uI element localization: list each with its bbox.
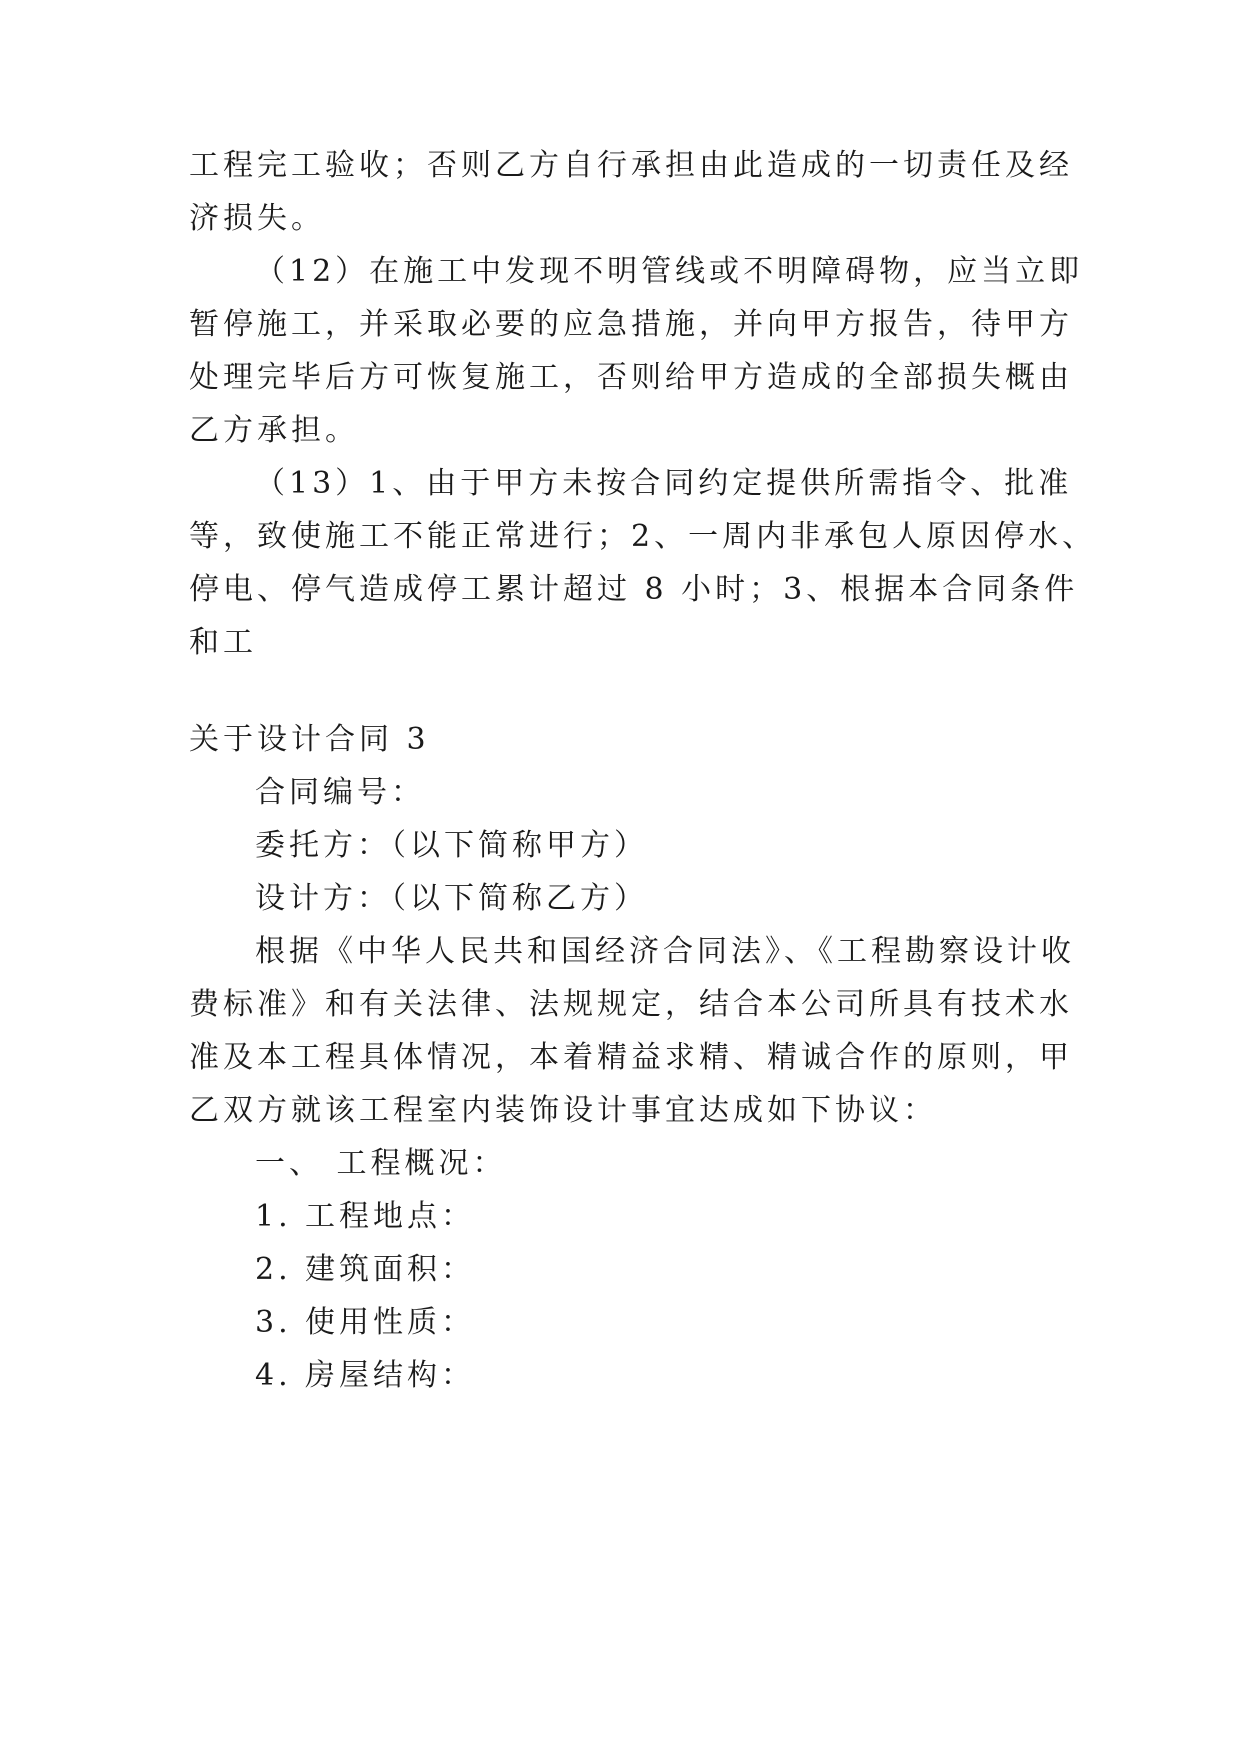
- list-item: [255, 1303, 475, 1343]
- paragraph-line: 费标准》和有关法律、法规规定，结合本公司所具有技术水: [189, 987, 1073, 1022]
- list-item-number: 3.: [255, 1305, 292, 1340]
- list-item-number: 1.: [255, 1199, 292, 1234]
- paragraph-line: （13）1、由于甲方未按合同约定提供所需指令、批准: [255, 466, 1073, 501]
- paragraph-line: 暂停施工，并采取必要的应急措施，并向甲方报告，待甲方: [189, 307, 1073, 342]
- list-item: [255, 1250, 475, 1290]
- list-item-label: 工程地点：: [305, 1199, 475, 1234]
- list-item: [255, 1197, 475, 1237]
- client-label: 委托方：（以下简称甲方）: [255, 828, 648, 863]
- contract-number-label: 合同编号：: [255, 775, 425, 810]
- list-item-label: 使用性质：: [305, 1305, 475, 1340]
- paragraph-line: 停电、停气造成停工累计超过 8 小时；3、根据本合同条件: [189, 572, 1079, 607]
- paragraph-line: 处理完毕后方可恢复施工，否则给甲方造成的全部损失概由: [189, 360, 1073, 395]
- paragraph-line: 乙方承担。: [189, 413, 359, 448]
- list-item: [255, 1356, 475, 1396]
- paragraph-line: 根据《中华人民共和国经济合同法》、《工程勘察设计收: [255, 934, 1075, 969]
- paragraph-line: 等，致使施工不能正常进行；2、一周内非承包人原因停水、: [189, 519, 1097, 554]
- clause-heading: 一、 工程概况：: [255, 1146, 507, 1181]
- list-item-label: 房屋结构：: [305, 1358, 475, 1393]
- paragraph-line: 和工: [189, 625, 257, 660]
- paragraph-line: 乙双方就该工程室内装饰设计事宜达成如下协议：: [189, 1093, 937, 1128]
- list-item-number: 2.: [255, 1252, 292, 1287]
- list-item-label: 建筑面积：: [305, 1252, 475, 1287]
- paragraph-line: 济损失。: [189, 201, 325, 236]
- paragraph-line: 准及本工程具体情况，本着精益求精、精诚合作的原则，甲: [189, 1040, 1073, 1075]
- list-item-number: 4.: [255, 1358, 292, 1393]
- paragraph-line: （12）在施工中发现不明管线或不明障碍物，应当立即: [255, 254, 1084, 289]
- designer-label: 设计方：（以下简称乙方）: [255, 881, 648, 916]
- section-title: 关于设计合同 3: [189, 722, 430, 757]
- paragraph-line: 工程完工验收；否则乙方自行承担由此造成的一切责任及经: [189, 148, 1073, 183]
